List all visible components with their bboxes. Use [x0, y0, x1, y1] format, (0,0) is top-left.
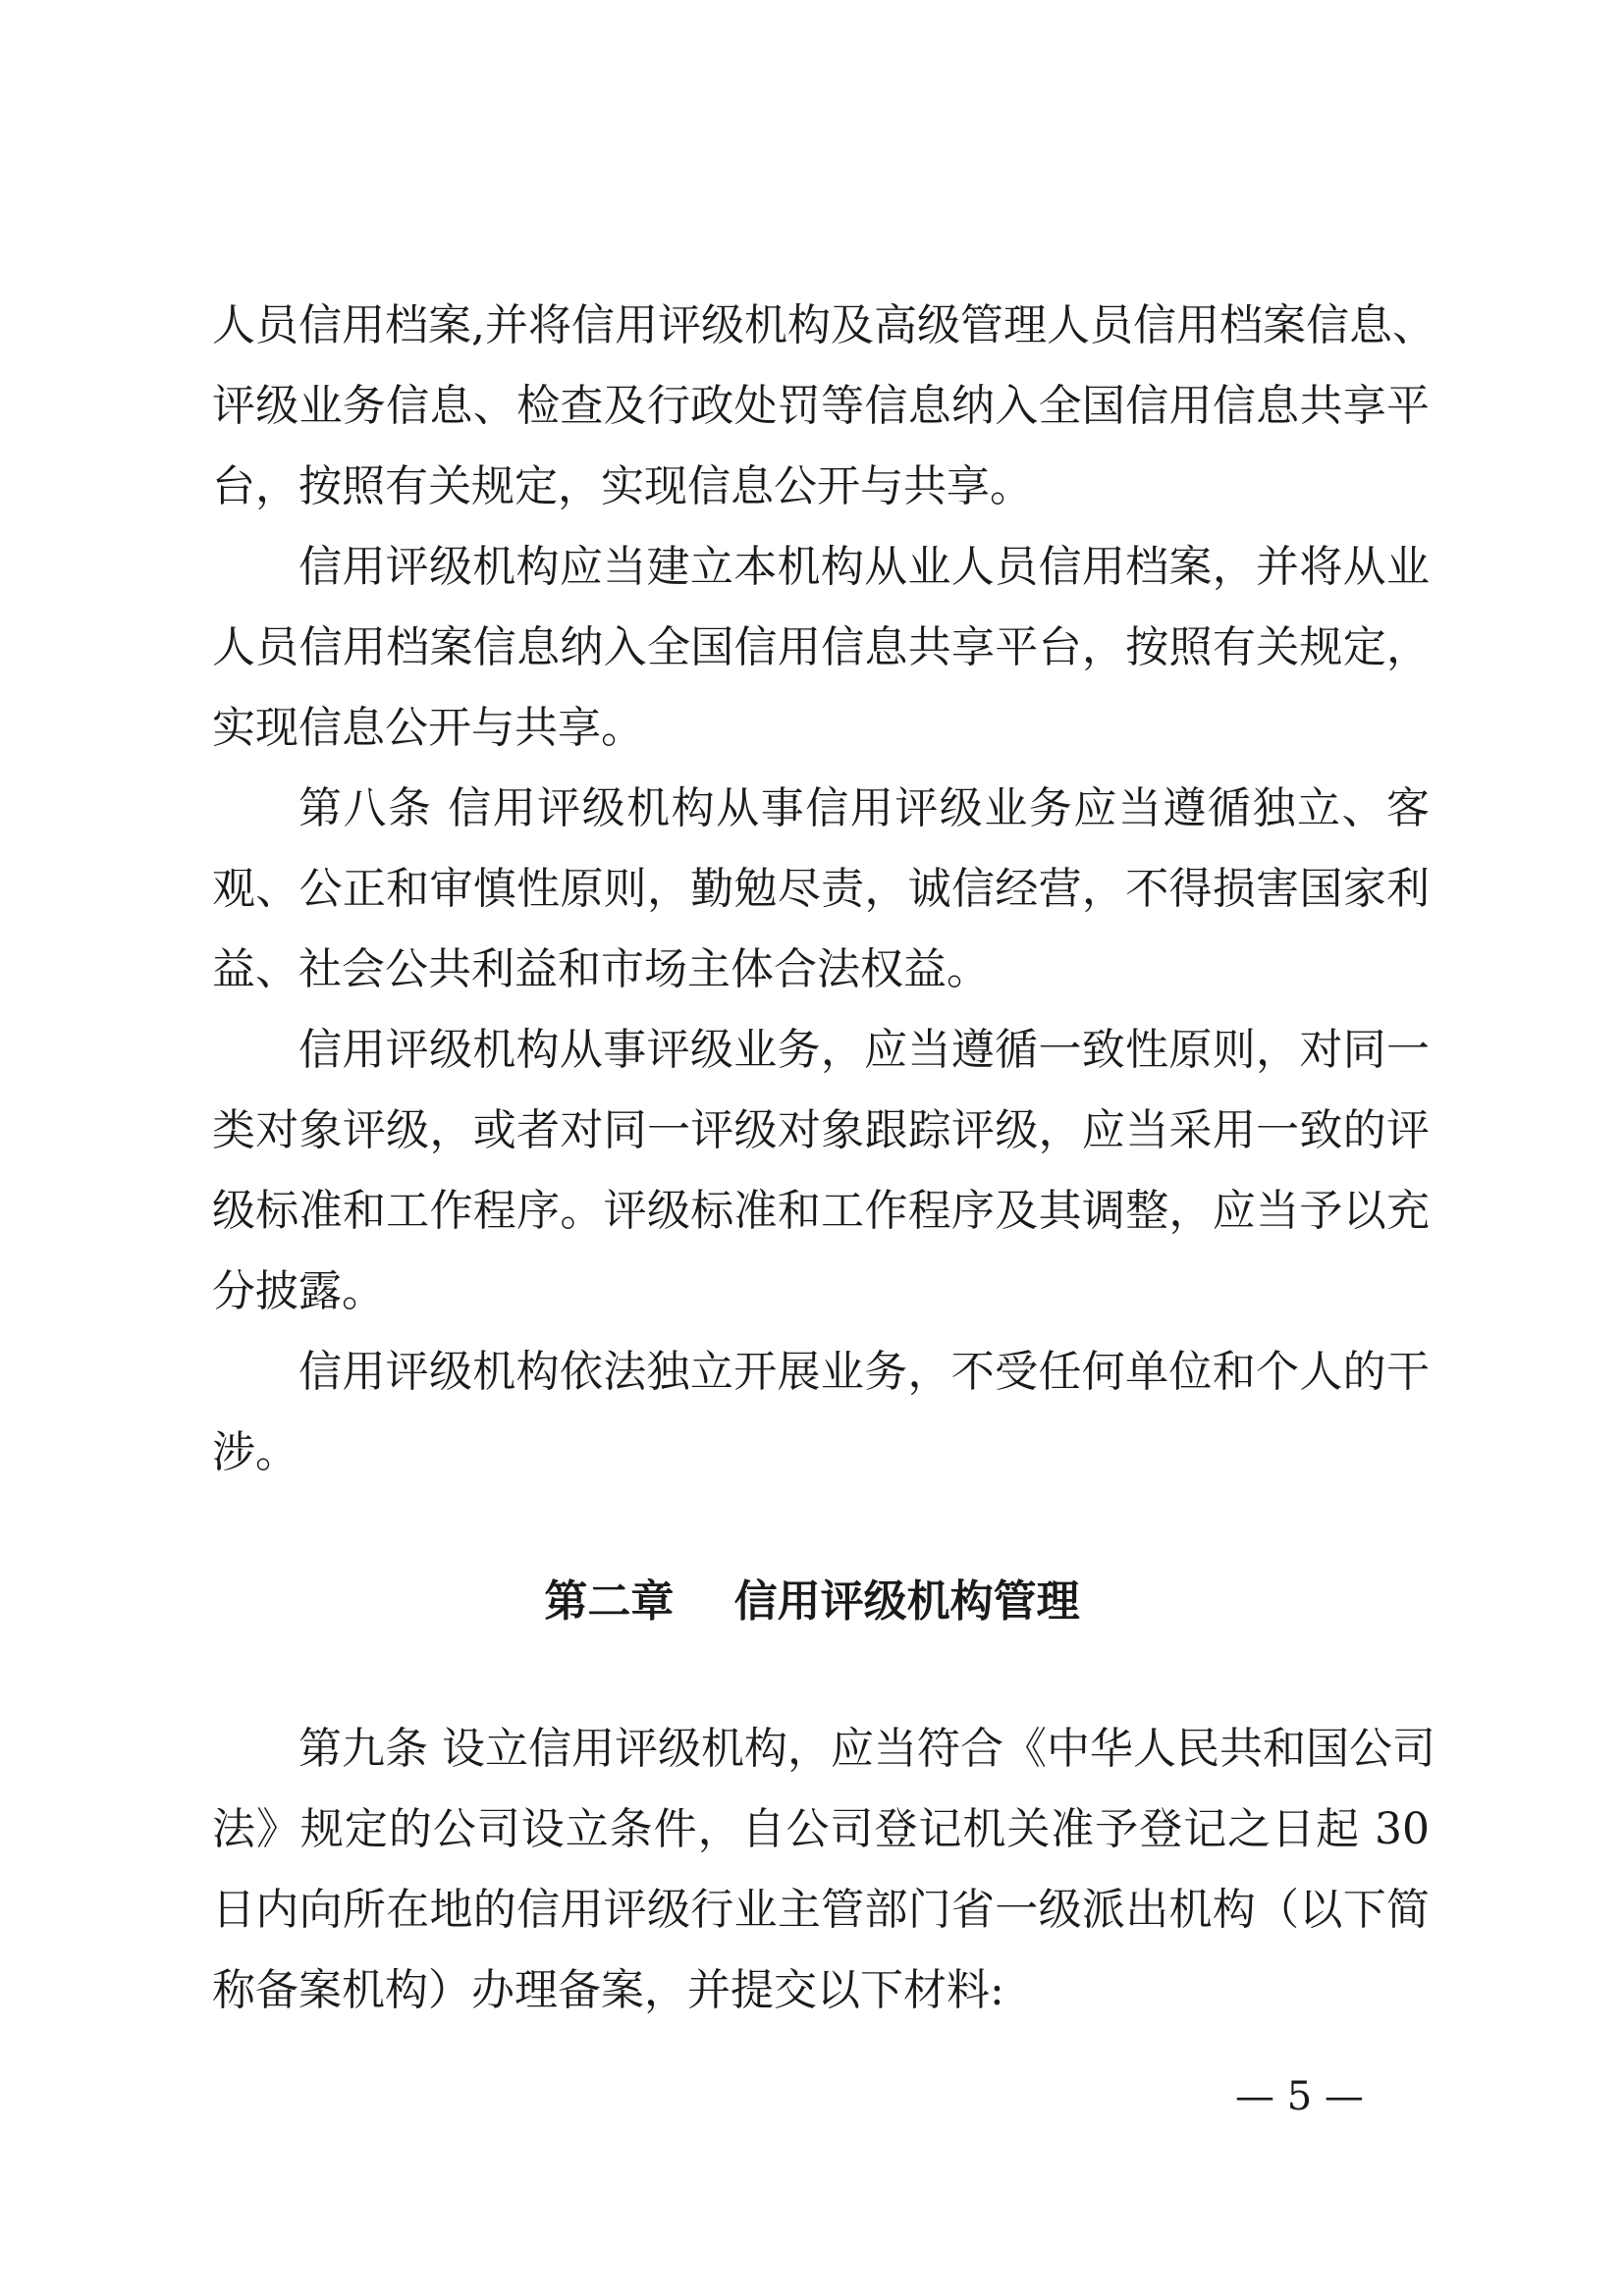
- text-line: 分披露。: [212, 1266, 385, 1316]
- text-line: 益、社会公共利益和市场主体合法权益。: [212, 944, 990, 994]
- text-line: 涉。: [212, 1427, 298, 1477]
- text-line: 信用评级机构依法独立开展业务，不受任何单位和个人的干: [298, 1347, 1430, 1397]
- text-line: 实现信息公开与共享。: [212, 703, 644, 753]
- text-line: 级标准和工作程序。评级标准和工作程序及其调整，应当予以充: [212, 1186, 1430, 1236]
- article-8-line: 第八条 信用评级机构从事信用评级业务应当遵循独立、客: [298, 783, 1430, 833]
- text-line: 法》规定的公司设立条件，自公司登记机关准予登记之日起 30: [212, 1804, 1430, 1854]
- text-line: 人员信用档案,并将信用评级机构及高级管理人员信用档案信息、: [212, 300, 1435, 350]
- text-line: 评级业务信息、检查及行政处罚等信息纳入全国信用信息共享平: [212, 381, 1430, 431]
- text-line: 称备案机构）办理备案，并提交以下材料:: [212, 1965, 1004, 2015]
- text-line: 信用评级机构应当建立本机构从业人员信用档案，并将从业: [298, 542, 1430, 592]
- chapter-heading: 第二章 信用评级机构管理: [544, 1576, 1080, 1627]
- text-line: 人员信用档案信息纳入全国信用信息共享平台，按照有关规定，: [212, 622, 1430, 672]
- article-9-line: 第九条 设立信用评级机构，应当符合《中华人民共和国公司: [298, 1724, 1435, 1774]
- page-number: — 5 —: [1235, 2074, 1364, 2119]
- text-line: 类对象评级，或者对同一评级对象跟踪评级，应当采用一致的评: [212, 1105, 1430, 1155]
- text-line: 观、公正和审慎性原则，勤勉尽责，诚信经营，不得损害国家利: [212, 864, 1430, 914]
- text-line: 日内向所在地的信用评级行业主管部门省一级派出机构（以下简: [212, 1885, 1430, 1935]
- text-line: 信用评级机构从事评级业务，应当遵循一致性原则，对同一: [298, 1025, 1430, 1075]
- text-line: 台，按照有关规定，实现信息公开与共享。: [212, 461, 1033, 511]
